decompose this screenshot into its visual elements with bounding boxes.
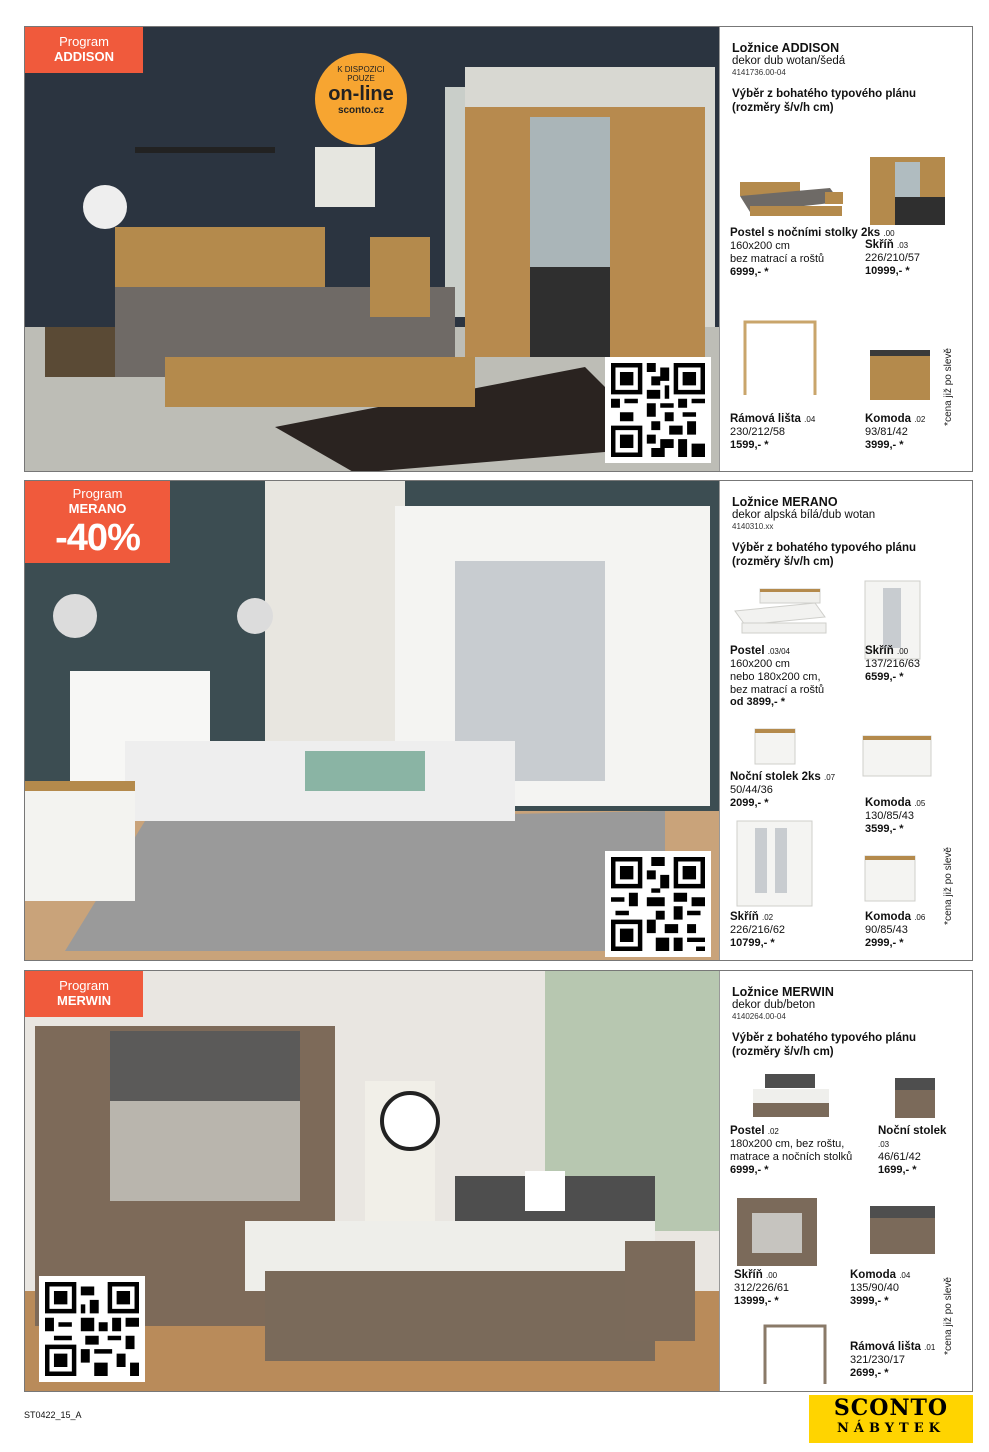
logo-line1: SCONTO [833, 1395, 949, 1421]
product-detail: 90/85/43 [865, 924, 908, 937]
product-nightstand [878, 1125, 958, 1177]
collection-title: Ložnice ADDISON [732, 41, 840, 55]
product-detail: 50/44/36 [730, 784, 773, 797]
product-name: Skříň [730, 911, 759, 923]
product-variant: .02 [914, 415, 926, 424]
product-nightstand [730, 771, 835, 810]
product-wardrobe [734, 1269, 789, 1308]
product-name: Postel s nočními stolky 2ks [730, 227, 881, 239]
wardrobe-thumbnail [865, 152, 950, 227]
dresser-small-thumbnail [860, 851, 920, 906]
product-name: Komoda [865, 797, 911, 809]
collection-subtitle: dekor dub wotan/šedá [732, 55, 846, 67]
product-name: Skříň [865, 239, 894, 251]
dresser-thumbnail [860, 731, 935, 781]
collection-subtitle: dekor alpská bílá/dub wotan [732, 509, 876, 521]
choice-text: Výběr z bohatého typového plánu (rozměry š/v/h cm) [732, 1032, 917, 1059]
product-variant: .06 [914, 913, 926, 922]
badge-program-name: MERWIN [57, 992, 111, 1008]
product-detail: 230/212/58 [730, 426, 786, 439]
product-detail: 180x200 cm, bez roštu, [730, 1138, 845, 1151]
online-badge-url: sconto.cz [337, 105, 385, 116]
online-badge-line1: K DISPOZICI [337, 65, 385, 74]
product-dresser-small [865, 911, 925, 950]
product-price: 3599,- * [865, 822, 904, 835]
product-bed [730, 645, 824, 709]
nightstand-thumbnail [750, 724, 800, 769]
discount-note: *cena již po slevě [943, 1277, 954, 1355]
product-frame [850, 1341, 935, 1380]
product-variant: .00 [883, 229, 895, 238]
product-price: 3999,- * [850, 1294, 889, 1307]
product-detail: 135/90/40 [850, 1282, 899, 1295]
product-price: od 3899,- * [730, 696, 786, 709]
product-variant: .05 [914, 799, 926, 808]
discount-note: *cena již po slevě [943, 847, 954, 925]
product-name: Noční stolek 2ks [730, 771, 821, 783]
wardrobe-large-thumbnail [732, 816, 817, 911]
section-merano [24, 480, 973, 961]
product-name: Skříň [865, 645, 894, 657]
section-addison [24, 26, 973, 472]
qr-code[interactable] [605, 851, 711, 957]
collection-title: Ložnice MERANO [732, 495, 838, 509]
product-detail: 160x200 cm [730, 240, 790, 253]
wardrobe-thumbnail [732, 1193, 822, 1268]
discount-badge: -40% [55, 516, 140, 559]
badge-program-label: Program [59, 34, 109, 49]
product-variant: .04 [899, 1271, 911, 1280]
footer-code: ST0422_15_A [24, 1410, 82, 1420]
qr-code[interactable] [39, 1276, 145, 1382]
section-merwin [24, 970, 973, 1392]
product-wardrobe [865, 645, 920, 684]
product-detail: 226/216/62 [730, 924, 786, 937]
product-bed [730, 1125, 852, 1176]
product-name: Postel [730, 645, 765, 657]
product-detail: 130/85/43 [865, 810, 914, 823]
product-price: 1699,- * [878, 1164, 917, 1177]
collection-code: 4140264.00-04 [732, 1012, 786, 1021]
product-variant: .00 [896, 647, 909, 656]
product-price: 2999,- * [865, 936, 904, 949]
product-variant: .03 [896, 241, 909, 250]
nightstand-thumbnail [890, 1073, 940, 1123]
product-price: 2699,- * [850, 1366, 889, 1379]
product-price: 1599,- * [730, 438, 769, 451]
online-only-badge [315, 53, 407, 145]
discount-note: *cena již po slevě [943, 348, 954, 426]
collection-subtitle: dekor dub/beton [732, 999, 816, 1011]
product-variant: .02 [767, 1127, 779, 1136]
product-dresser [865, 413, 925, 452]
choice-text: Výběr z bohatého typového plánu (rozměry š/v/h cm) [732, 542, 917, 569]
product-frame [730, 413, 815, 452]
product-price: 3999,- * [865, 438, 904, 451]
merwin-room-photo [25, 971, 720, 1391]
product-detail: matrace a nočních stolků [730, 1150, 853, 1163]
product-detail: bez matrací a roštů [730, 683, 825, 696]
product-name: Komoda [865, 911, 911, 923]
product-price: 6999,- * [730, 1163, 769, 1176]
qr-code[interactable] [605, 357, 711, 463]
product-dresser [850, 1269, 910, 1308]
product-name: Postel [730, 1125, 765, 1137]
merano-room-photo [25, 481, 720, 960]
product-detail: 46/61/42 [878, 1151, 921, 1164]
badge-program-name: ADDISON [54, 48, 114, 64]
product-detail: 226/210/57 [865, 252, 921, 265]
addison-info-panel [719, 27, 972, 471]
product-price: 10799,- * [730, 936, 775, 949]
product-wardrobe-large [730, 911, 785, 950]
frame-thumbnail [740, 317, 820, 397]
product-detail: 321/230/17 [850, 1354, 906, 1367]
addison-room-photo [25, 27, 720, 471]
product-dresser [865, 797, 925, 836]
product-detail: 312/226/61 [734, 1282, 790, 1295]
bed-thumbnail [730, 162, 850, 222]
product-variant: .04 [804, 415, 816, 424]
product-price: 2099,- * [730, 796, 769, 809]
product-price: 10999,- * [865, 264, 910, 277]
qr-code-icon [611, 363, 705, 457]
badge-program-label: Program [59, 978, 109, 993]
online-badge-big: on-line [328, 83, 394, 105]
product-name: Skříň [734, 1269, 763, 1281]
dresser-thumbnail [865, 345, 935, 405]
bed-thumbnail [730, 581, 830, 641]
collection-code: 4141736.00-04 [732, 68, 786, 77]
product-variant: .03/04 [767, 647, 790, 656]
choice-text: Výběr z bohatého typového plánu (rozměry š/v/h cm) [732, 88, 917, 115]
product-detail: bez matrací a roštů [730, 252, 825, 265]
badge-program-label: Program [72, 486, 123, 501]
product-price: 13999,- * [734, 1294, 779, 1307]
qr-code-icon [611, 857, 705, 951]
product-price: 6999,- * [730, 265, 769, 278]
product-price: 6599,- * [865, 670, 904, 683]
product-variant: .03 [878, 1140, 890, 1150]
product-detail: 137/216/63 [865, 658, 921, 671]
bed-thumbnail [745, 1069, 835, 1124]
collection-title: Ložnice MERWIN [732, 985, 834, 999]
product-detail: nebo 180x200 cm, [730, 670, 821, 683]
product-variant: .02 [761, 913, 774, 922]
qr-code-icon [45, 1282, 139, 1376]
logo-line2: NÁBYTEK [837, 1421, 945, 1436]
product-name: Komoda [865, 413, 911, 425]
merano-info-panel [719, 481, 972, 960]
badge-program-name: MERANO [68, 500, 127, 516]
product-name: Rámová lišta [850, 1341, 921, 1353]
product-variant: .00 [765, 1271, 778, 1280]
dresser-thumbnail [865, 1201, 940, 1261]
product-detail: 93/81/42 [865, 426, 908, 439]
sconto-logo[interactable] [809, 1395, 973, 1443]
program-badge [25, 27, 143, 73]
product-detail: 160x200 cm [730, 658, 790, 671]
product-wardrobe [865, 239, 920, 278]
product-variant: .07 [823, 773, 836, 782]
program-badge [25, 481, 170, 563]
product-name: Noční stolek [878, 1125, 947, 1137]
program-badge [25, 971, 143, 1017]
frame-thumbnail [760, 1321, 830, 1386]
online-badge-line2: POUZE [347, 74, 375, 83]
collection-code: 4140310.xx [732, 522, 774, 531]
product-name: Rámová lišta [730, 413, 801, 425]
product-name: Komoda [850, 1269, 896, 1281]
merwin-info-panel [719, 971, 972, 1391]
product-variant: .01 [924, 1343, 936, 1352]
